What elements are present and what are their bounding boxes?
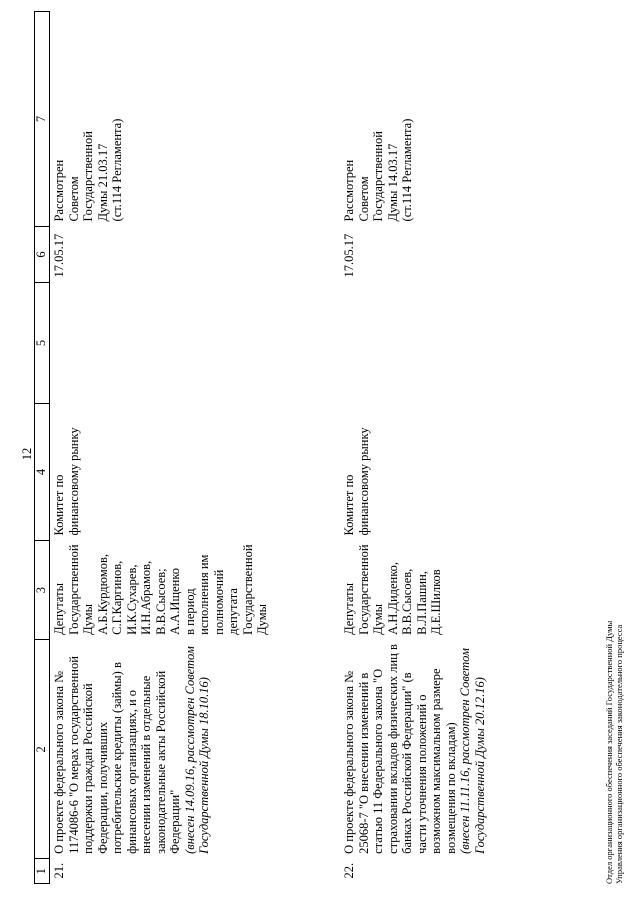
author-line: Государственной [66,544,81,635]
author-line: в период [182,588,197,635]
row-number: 21. [52,862,66,879]
author-line: В.В.Сысоев, [400,568,414,635]
author-line: исполнения им [197,554,211,635]
status-line: Рассмотрен [342,159,356,222]
agenda-table [34,11,489,884]
author-line: Думы [255,603,269,635]
table-header-row [35,11,50,883]
author-line: Думы [371,603,385,635]
author-line: Государственной [356,544,371,635]
author-line: С.Г.Каргинов, [110,560,124,635]
status-line: Государственной [81,131,95,222]
page-number: 12 [20,447,34,461]
column-header: 5 [35,282,50,403]
bill-description [340,640,489,859]
author-line: депутата [226,588,240,635]
bill-description [50,640,341,859]
footer-line: Отдел организационного обеспечения заседаний Государственной Думы [604,620,614,884]
author-line: А.Б.Курдюмов, [95,553,110,635]
footer-line: Управления организационного обеспечения законодательного процесса [614,624,624,884]
status [340,11,489,226]
status-line: Рассмотрен [52,159,66,222]
bill-note: (внесен 14.09.16, рассмотрен Советом Государственной Думы 18.10.16) [182,646,211,854]
column-header: 2 [35,640,50,859]
bill-authors [340,540,489,639]
bill-title: О проекте федерального закона № 25068-7 "О внесении изменений в статью 11 Федерального закона "О страховании вкладов физических лиц в банках Российской Федерации" (в части уточнения положений о возможном максимальном размере возмещения по вкладам) [342,644,458,854]
status-line: (ст.114 Регламента) [400,118,414,222]
footer-department [604,621,624,884]
author-line: Д.Е.Шилков [429,569,443,635]
column-header: 1 [35,859,50,884]
row-number: 22. [342,862,356,879]
bill-authors [50,540,341,639]
committee: Комитет по финансовому рынку [52,427,81,536]
review-date: 17.05.17 [52,233,66,278]
column-header: 3 [35,540,50,639]
author-line: полномочий [211,569,226,635]
status-line: Советом [66,176,81,222]
column-5-cell [340,282,489,403]
status-line: Думы 21.03.17 [95,143,110,222]
author-line: И.Н.Абрамов, [139,560,153,635]
committee: Комитет по финансовому рынку [342,427,371,536]
table-row [340,11,489,883]
bill-title: О проекте федерального закона № 1174086-6 "О мерах государственной поддержки граждан Российской Федерации, получивших потребительские кредиты (займы) в финансовых организациях, и о внесении изменений в отдельные законодательные акты Российской Федерации" [52,656,182,854]
author-line: В.Л.Пашин, [414,571,429,635]
column-header: 7 [35,11,50,226]
author-line: Думы [81,603,95,635]
author-line: А.А.Ищенко [168,567,182,635]
status-line: (ст.114 Регламента) [110,118,124,222]
author-line: Государственной [240,544,255,635]
status-line: Государственной [371,131,385,222]
author-line: Депутаты [342,583,356,635]
bill-note: (внесен 11.11.16, рассмотрен Советом Государственной Думы 20.12.16) [458,648,487,854]
author-line: И.К.Сухарев, [124,564,139,635]
column-5-cell [50,282,341,403]
status-line: Советом [356,176,371,222]
author-line: Депутаты [52,583,66,635]
author-line: А.Н.Диденко, [385,561,400,635]
column-header: 4 [35,403,50,540]
table-row [50,11,341,883]
status-line: Думы 14.03.17 [385,143,400,222]
author-line: В.В.Сысоев; [153,568,168,635]
status [50,11,341,226]
review-date: 17.05.17 [342,233,356,278]
column-header: 6 [35,226,50,282]
